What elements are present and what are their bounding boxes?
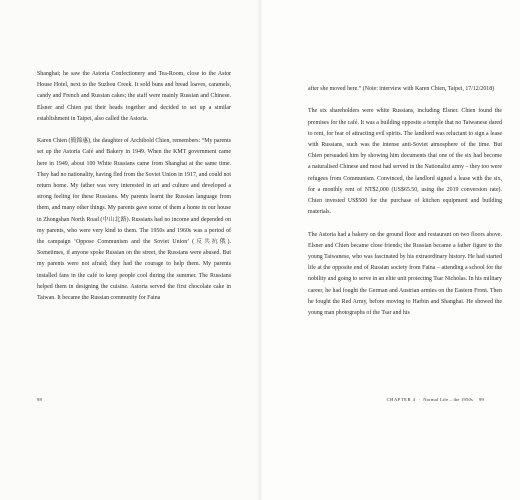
right-page: [260, 0, 520, 500]
running-head: [387, 397, 484, 402]
running-head-chapter: CHAPTER 4: [386, 397, 416, 402]
running-head-separator: ·: [418, 397, 421, 402]
paragraph: The Astoria had a bakery on the ground floor and restaurant on two floors above. Elsner and Chien became close friends; the Russian became a father figure to the young Taiwanese, who was fascinated by his extraordinary history. He had started life at the opposite end of Russian society from Faina – attending a school for the nobility and going to serve in an elite unit protecting Tsar Nicholas. In his military career, he had fought the German and Austrian armies on the Eastern Front. Then he fought the Red Army, before moving to Harbin and Shanghai. He showed the young man photographs of the Tsar and his: [308, 231, 502, 317]
left-page-number: 98: [37, 397, 42, 402]
paragraph: Shanghai; he saw the Astoria Confectionery and Tea-Room, close to the Astor House Hotel, next to the Suzhou Creek. It sold buns and bread loaves, caramels, candy and French and Russian cakes; the staff were mainly Russian and Chinese. Elsner and Chien put their heads together and decided to set up a similar establishment in Taipei, also called the Astoria.: [37, 71, 231, 122]
paragraph: after she moved here.” (Note: interview with Karen Chien, Taipei, 17/12/2018): [308, 86, 495, 92]
right-page-number: 99: [479, 397, 484, 402]
paragraph: The six shareholders were white Russians, including Elsner. Chien found the premises for the café. It was a building opposite a temple that no Taiwanese dared to rent, for fear of attracting evil spirits. The landlord was reluctant to sign a lease with Russians, such was the intense anti-Soviet atmosphere of the time. But Chien persuaded him by showing him documents that one of the six had become a naturalised Chinese and most had served in the Nationalist army – they too were refugees from Communism. Convinced, the landlord signed a lease with the six, for a monthly rent of NT$2,000 (US$65.50, using the 2019 conversion rate). Chien invested US$500 for the purchase of kitchen equipment and building materials.: [308, 108, 502, 216]
book-gutter: [257, 0, 263, 500]
right-page-body: [308, 84, 502, 330]
running-head-title: Normal Life – the 1950s: [423, 397, 473, 402]
paragraph: Karen Chien (簡錦惠), the daughter of Archibold Chien, remembers: “My parents set up the Astoria Café and Bakery in 1949. When the KMT government came here in 1949, about 100 White Russians came from Shanghai at the same time. They had no nationality, having fled from the Soviet Union in 1917, and could not return home. My father was very interested in art and culture and developed a strong feeling for these Russians. My parents learnt the Russian language from them, and many other things. My parents gave some of them a home in our house in Zhongshan North Road (中山北路). Russians had no income and depended on my parents, who were very kind to them. The 1950s and 1960s was a period of the campaign ‘Oppose Communism and the Soviet Union’ (反共抗俄). Sometimes, if anyone spoke Russian on the street, the Russians were abused. But my parents were not afraid; they had the courage to help them. My parents installed fans in the café to keep people cool during the summer. The Russians helped them in designing the cuisine. Astoria served the first chocolate cake in Taiwan. It became the Russian community for Faina: [37, 138, 231, 302]
left-page-body: [37, 69, 231, 315]
